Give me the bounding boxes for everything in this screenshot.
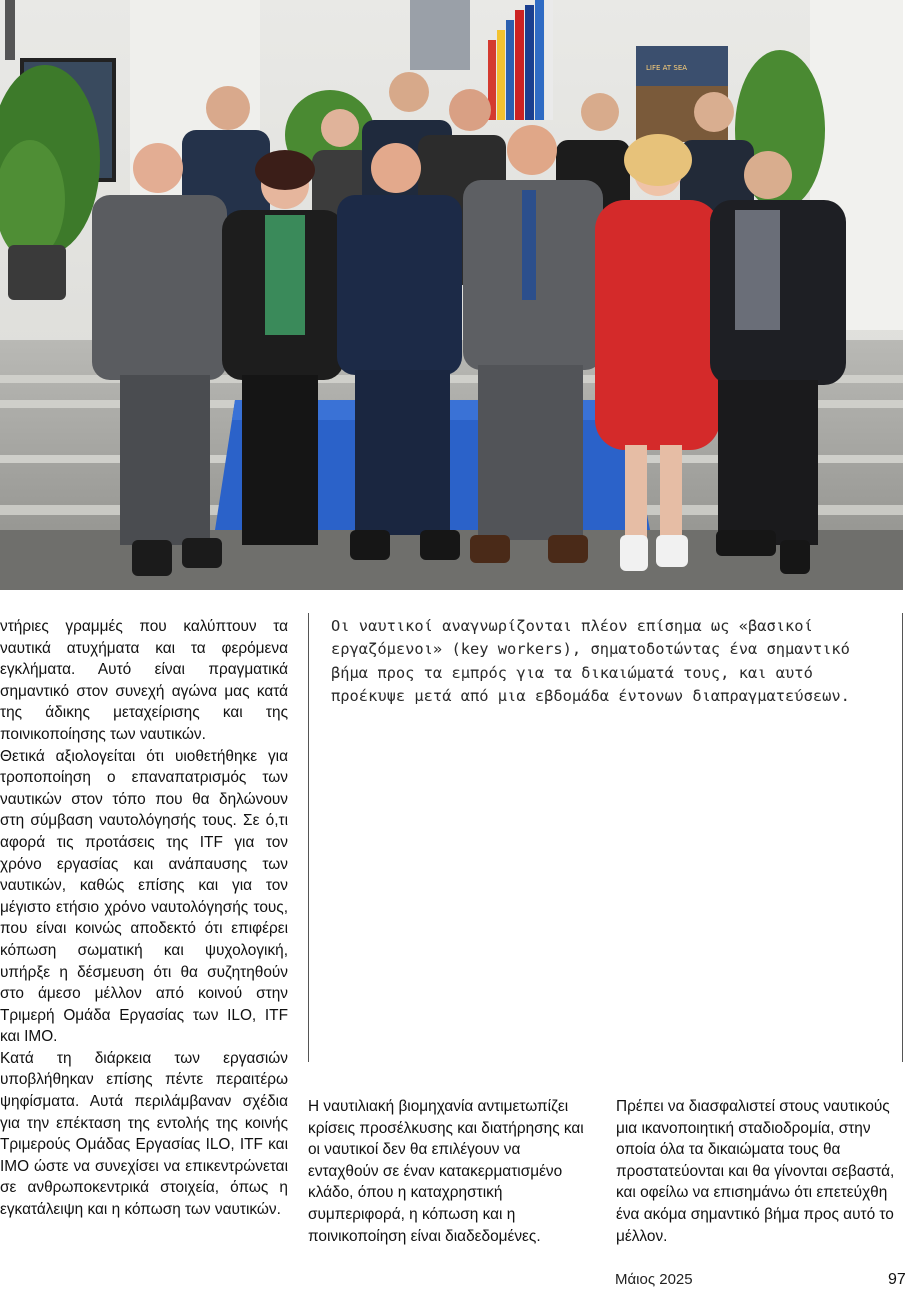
paragraph: Πρέπει να διασφαλιστεί στους ναυτικούς μια ικανοποιητική σταδιοδρομία, στην οποία όλα τα δικαιώματα τους θα προστατεύονται και θα γίνονται σεβαστά, και οφείλω να επισημάνω ότι επετεύχθη ένα ακόμα σημαντικό βήμα προς αυτό το μέλλον. — [616, 1098, 895, 1245]
article-column-right — [616, 1096, 904, 1247]
article-column-left — [0, 616, 288, 1221]
paragraph: Θετικά αξιολογείται ότι υιοθετήθηκε για τροποποίηση ο επαναπατρισμός των ναυτικών στον τόπο που θα δηλώνουν στη σύμβαση ναυτολόγησής τους. Σε ό,τι αφορά τις προτάσεις της ITF για τον χρόνο εργασίας και ανάπαυσης των ναυτικών, καθώς επίσης και για τον μέγιστο ετήσιο χρόνο ναυτολόγησής τους, που είναι κοινώς αποδεκτό ότι επιφέρει κόπωση σωματική και ψυχολογική, υπήρξε η δέσμευση ότι θα συζητηθούν στο άμεσο μέλλον από κοινού στην Τριμερή Ομάδα Εργασίας των ILO, ITF και IMO. — [0, 747, 288, 1046]
pull-quote: Οι ναυτικοί αναγνωρίζονται πλέον επίσημα ως «βασικοί εργαζόμενοι» (key workers), σηματοδοτώντας ένα σημαντικό βήμα προς τα εμπρός για τα δικαιώματά τους, και αυτό προέκυψε μετά από μια εβδομάδα έντονων διαπραγματεύσεων. — [331, 617, 850, 705]
paragraph: ντήριες γραμμές που καλύπτουν τα ναυτικά ατυχήματα και τα φερόμενα εγκλήματα. Αυτό είναι πραγματικά σημαντικό στον συνεχή αγώνα μας κατά της άδικης μεταχείρισης και της ποινικοποίησης των ναυτικών. — [0, 618, 288, 743]
paragraph: Κατά τη διάρκεια των εργασιών υποβλήθηκαν επίσης πέντε περαιτέρω ψηφίσματα. Αυτά περιλάμβαναν σχέδια για την επέκταση της εντολής της κοινής Τριμερούς Ομάδας Εργασίας ILO, ITF και IMO ώστε να συνεχίσει να επικεντρώνεται σε ανθρωποκεντρικά στοιχεία, όπως η εγκατάλειψη και η κόπωση των ναυτικών. — [0, 1049, 288, 1219]
poster-text: LIFE AT SEA — [646, 64, 688, 72]
group-photo — [0, 0, 903, 590]
quote-divider-right — [902, 613, 903, 1062]
issue-date: Μάιος 2025 — [615, 1271, 693, 1288]
page-number: 97 — [888, 1271, 906, 1288]
paragraph: Η ναυτιλιακή βιομηχανία αντιμετωπίζει κρίσεις προσέλκυσης και διατήρησης και οι ναυτικοί δεν θα επιλέγουν να ενταχθούν σε έναν κατακερματισμένο κλάδο, όπου η καταχρηστική συμπεριφορά, η κόπωση και η ποινικοποίηση είναι διαδεδομένες. — [308, 1098, 584, 1245]
quote-divider-left — [308, 613, 309, 1062]
article-column-middle — [308, 1096, 595, 1247]
